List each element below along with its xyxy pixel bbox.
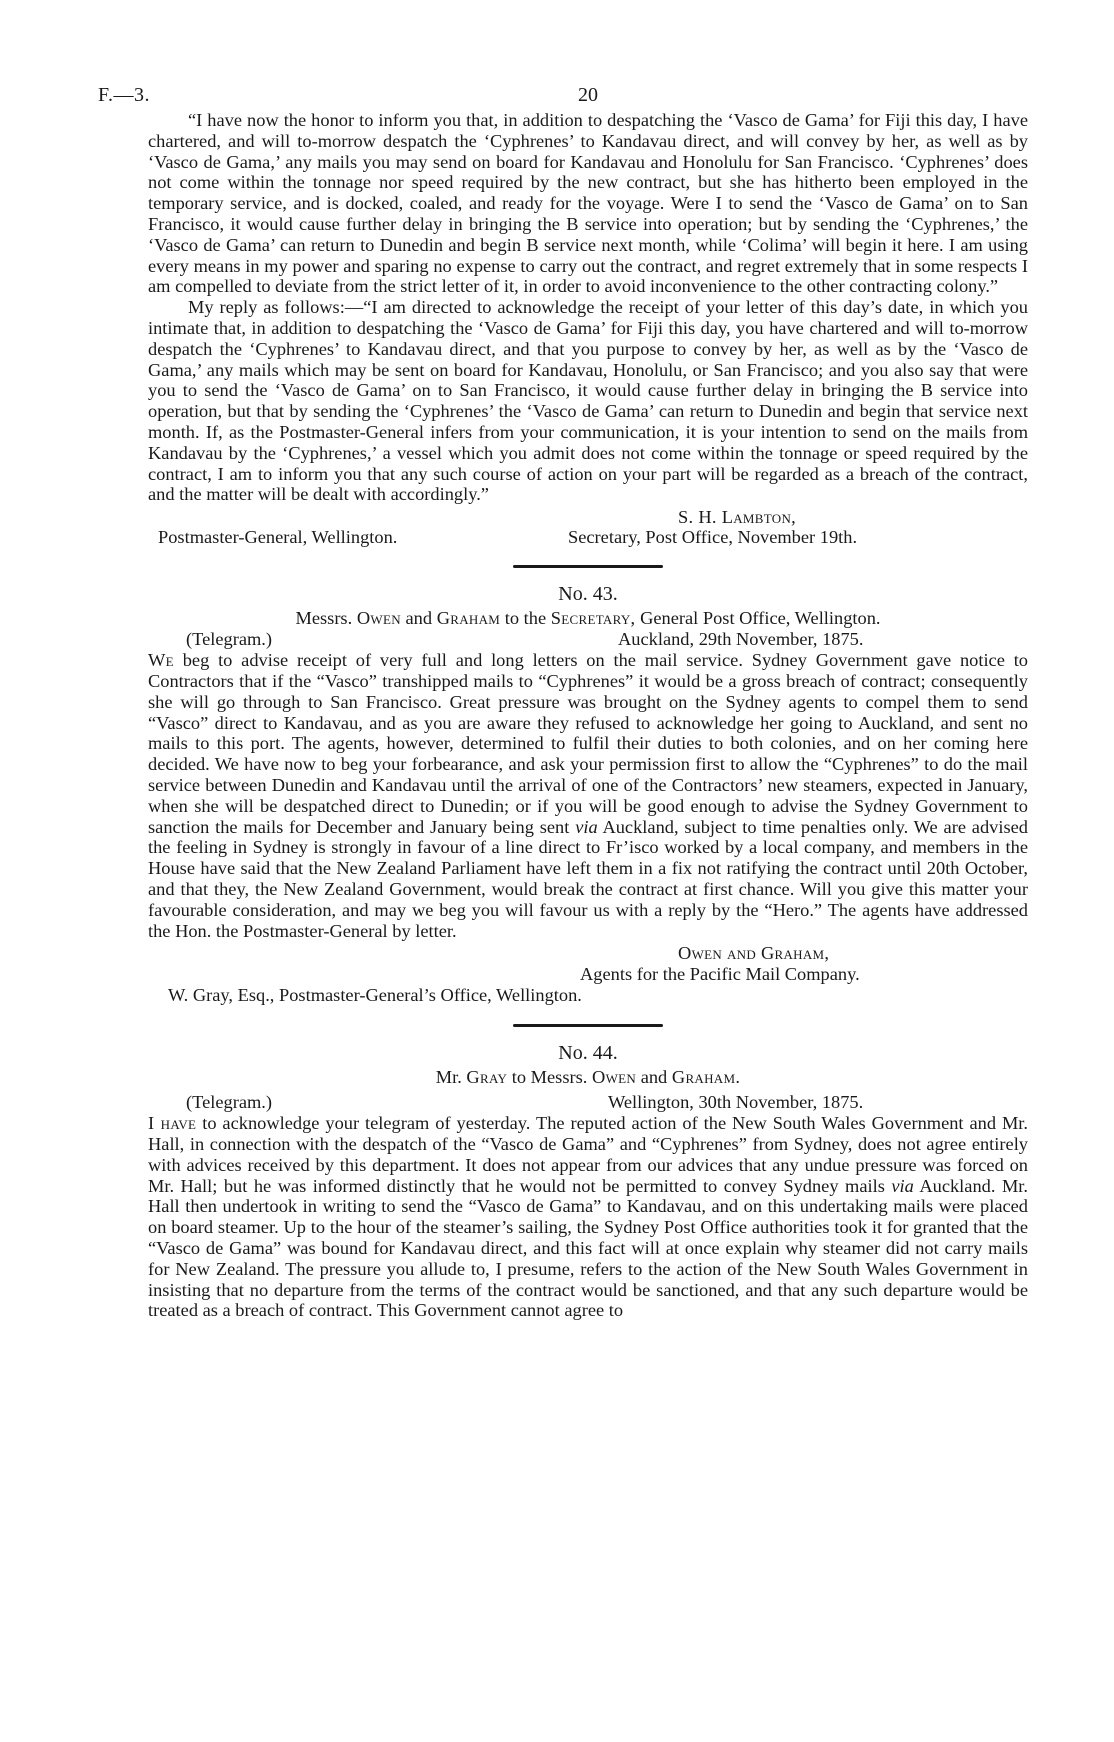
place-date: Wellington, 30th November, 1875. <box>608 1092 864 1113</box>
addressee: Postmaster-General, Wellington. <box>158 527 398 548</box>
signature-title: Secretary, Post Office, November 19th. <box>568 527 858 548</box>
addressee-no43: W. Gray, Esq., Postmaster-General’s Office, Wellington. <box>168 985 582 1006</box>
page-header <box>98 70 1028 110</box>
telegram-label: (Telegram.) <box>186 1092 273 1113</box>
item-from-to-no44: Mr. Gray to Messrs. Owen and Graham. <box>435 1067 741 1088</box>
telegram-body-no43: We beg to advise receipt of very full and long letters on the mail service. Sydney Government gave notice to Contractors that if the “Vasco” transhipped mails to “Cyphrenes” it would be a gross breach of contract; consequently she will go through to San Francisco. Great pressure was brought on the Sydney agents to compel them to send “Vasco” direct to Kandavau, and as you are aware they refused to acknowledge her going to Auckland, and sent no mails to this port. The agents, however, determined to fulfil their duties to both colonies, and on her coming here decided. We have now to beg your forbearance, and ask your permission first to allow the “Cyphrenes” to do the mail service between Dunedin and Kandavau until the arrival of one of the Contractors’ new steamers, expected in January, when she will be despatched direct to Dunedin; or if you will be good enough to advise the Sydney Government to sanction the mails for December and January being sent via Auckland, subject to time penalties only. We are advised the feeling in Sydney is strongly in favour of a line direct to Fr’isco worked by a local company, and members in the House have said that the New Zealand Parliament have left them in a fix not ratifying the contract until 20th October, and that they, the New Zealand Government, would break the contract at first chance. Will you give this matter your favourable consideration, and may we beg you will favour us with a reply by the “Hero.” The agents have addressed the Hon. the Postmaster-General by letter. <box>148 650 1028 941</box>
item-heading-no43: No. 43. <box>558 583 618 606</box>
section-divider <box>513 1024 663 1027</box>
reply-paragraph: My reply as follows:—“I am directed to acknowledge the receipt of your letter of this day’s date, in which you intimate that, in addition to despatching the ‘Vasco de Gama’ for Fiji this day, you have chartered and will to-morrow despatch the ‘Cyphrenes’ to Kandavau direct, and that you purpose to convey by her, as well as by the ‘Vasco de Gama,’ any mails which may be sent on board for Kandavau, Honolulu, or San Francisco; and you also say that were you to send the ‘Vasco de Gama’ on to San Francisco, it would cause further delay in bringing the B service into operation, but that by sending the ‘Cyphrenes’ the ‘Vasco de Gama’ can return to Dunedin and begin that service next month. If, as the Postmaster-General infers from your communication, it is your intention to send on the mails from Kandavau by the ‘Cyphrenes,’ a vessel which you admit does not come within the tonnage or speed required by the contract, I am to inform you that any such course of action on your part will be regarded as a breach of the contract, and the matter will be dealt with accordingly.” <box>148 297 1028 505</box>
signature-title-no43: Agents for the Pacific Mail Company. <box>580 964 860 985</box>
place-date: Auckland, 29th November, 1875. <box>618 629 864 650</box>
section-divider <box>513 565 663 568</box>
item-from-to-no43: Messrs. Owen and Graham to the Secretary, General Post Office, Wellington. <box>295 608 881 629</box>
telegram-label: (Telegram.) <box>186 629 273 650</box>
item-heading-no44: No. 44. <box>558 1042 618 1065</box>
telegram-line-no43 <box>148 629 1028 650</box>
signature-name: S. H. Lambton, <box>678 507 797 528</box>
telegram-line-no44 <box>148 1092 1028 1113</box>
document-reference: F.—3. <box>98 84 151 106</box>
section1-signature-block <box>148 505 1028 547</box>
telegram-body-no44: I have to acknowledge your telegram of yesterday. The reputed action of the New South Wales Government and Mr. Hall, in connection with the despatch of the “Vasco de Gama” and “Cyphrenes” from Sydney, does not agree entirely with advices received by this department. It does not appear from our advices that any undue pressure was forced on Mr. Hall; but he was informed distinctly that he would not be permitted to convey Sydney mails via Auckland. Mr. Hall then undertook in writing to send the “Vasco de Gama” to Kandavau, and on this undertaking mails were placed on board steamer. Up to the hour of the steamer’s sailing, the Sydney Post Office authorities took it for granted that the “Vasco de Gama” was bound for Kandavau direct, and this fact will at once explain why steamer did not carry mails for New Zealand. The pressure you allude to, I presume, refers to the action of the New South Wales Government in insisting that no departure from the terms of the contract would be sanctioned, and that any such departure would be treated as a breach of contract. This Government cannot agree to <box>148 1113 1029 1321</box>
document-page <box>98 70 1029 1321</box>
quoted-letter-paragraph: “I have now the honor to inform you that, in addition to despatching the ‘Vasco de Gama’ for Fiji this day, I have chartered, and will to-morrow despatch the ‘Cyphrenes’ to Kandavau direct, and will convey by her, as well as by ‘Vasco de Gama,’ any mails you may send on board for Kandavau and Honolulu for San Francisco. ‘Cyphrenes’ does not come within the tonnage nor speed required by the new contract, but she has hitherto been employed in the temporary service, and is docked, coaled, and ready for the voyage. Were I to send the ‘Vasco de Gama’ on to San Francisco, it would cause further delay in bringing the B service into operation; but by sending the ‘Cyphrenes,’ the ‘Vasco de Gama’ can return to Dunedin and begin B service next month, while ‘Colima’ will begin it here. I am using every means in my power and sparing no expense to carry out the contract, and regret extremely that in some respects I am compelled to deviate from the strict letter of it, in order to avoid inconvenience to the other contracting colony.” <box>148 110 1028 297</box>
page-number: 20 <box>578 84 598 106</box>
signature-name-no43: Owen and Graham, <box>678 943 830 964</box>
